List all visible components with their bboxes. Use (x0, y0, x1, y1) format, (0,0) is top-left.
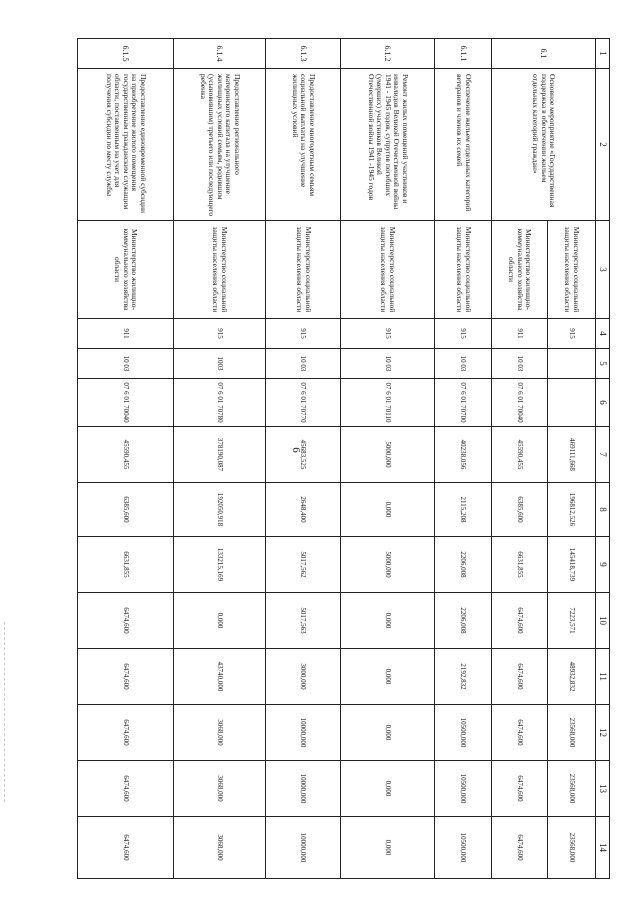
column-number-header: 3 (596, 221, 610, 319)
cell-c7: 378190,087 (174, 427, 266, 483)
row-number: 6.1 (492, 39, 596, 69)
ministry-name: Министерство социальной защиты населения области (266, 221, 341, 319)
cell-c6 (548, 379, 596, 427)
column-number-header: 7 (596, 427, 610, 483)
activity-name: Предоставление многодетным семьям социальной выплаты на улучшение жилищных условий (266, 69, 341, 221)
cell-c11: 43740,000 (174, 649, 266, 705)
cell-c6: 07 6 01 70040 (492, 379, 548, 427)
cell-c4: 915 (266, 319, 341, 349)
column-number-header: 5 (596, 349, 610, 379)
cell-c9: 145418,739 (548, 537, 596, 593)
cell-c7: 45683,525 (266, 427, 341, 483)
cell-c8: 2648,400 (266, 483, 341, 537)
program-budget-table (77, 38, 610, 879)
cell-c10: 0,000 (341, 593, 435, 649)
column-number-header: 11 (596, 649, 610, 705)
cell-c4: 915 (435, 319, 492, 349)
activity-name: Предоставление единовременной субсидии на приобретение жилого помещения государственным гражданским служащим области, поставленным на учет для получения субсидии по месту службы (78, 69, 174, 221)
cell-c5 (548, 349, 596, 379)
cell-c12: 10000,000 (266, 705, 341, 761)
cell-c7: 45590,455 (78, 427, 174, 483)
cell-c5: 1003 (174, 349, 266, 379)
column-number-header: 9 (596, 537, 610, 593)
cell-c7: 40238,056 (435, 427, 492, 483)
cell-c13: 10000,000 (266, 761, 341, 817)
cell-c4: 911 (78, 319, 174, 349)
cell-c4: 911 (492, 319, 548, 349)
cell-c11: 2192,832 (435, 649, 492, 705)
cell-c6: 07 6 01 70770 (266, 379, 341, 427)
column-number-header: 12 (596, 705, 610, 761)
cell-c10: 0,000 (174, 593, 266, 649)
cell-c10: 5017,563 (266, 593, 341, 649)
cell-c11: 48932,832 (548, 649, 596, 705)
cell-c6: 07 6 01 70700 (435, 379, 492, 427)
cell-c10: 2206,008 (435, 593, 492, 649)
cell-c8: 6385,600 (78, 483, 174, 537)
table-row (548, 39, 596, 879)
column-number-header: 4 (596, 319, 610, 349)
ministry-name: Министерство жилищно-коммунального хозяйства области (492, 221, 548, 319)
cell-c9: 2206,008 (435, 537, 492, 593)
row-number: 6.1.5 (78, 39, 174, 69)
cell-c9: 6631,855 (78, 537, 174, 593)
ministry-name: Министерство социальной защиты населения области (174, 221, 266, 319)
activity-name: Предоставление регионального материнского капитала на улучшение жилищных условий семьям, родившим (усыновившим) третьего или последующего ребенка (174, 69, 266, 221)
cell-c10: 6474,600 (78, 593, 174, 649)
cell-c9: 133215,169 (174, 537, 266, 593)
cell-c4: 915 (548, 319, 596, 349)
table-row (435, 39, 492, 879)
table-row (174, 39, 266, 879)
cell-c6: 07 6 01 70780 (174, 379, 266, 427)
row-number: 6.1.3 (266, 39, 341, 69)
row-number: 6.1.1 (435, 39, 492, 69)
cell-c12: 6474,600 (492, 705, 548, 761)
column-number-header: 1 (596, 39, 610, 69)
cell-c14: 23568,000 (548, 817, 596, 879)
activity-name: Обеспечение жильем отдельных категорий ветеранов и членов их семей (435, 69, 492, 221)
cell-c13: 6474,600 (78, 761, 174, 817)
cell-c11: 3000,000 (266, 649, 341, 705)
ministry-name: Министерство социальной защиты населения области (341, 221, 435, 319)
cell-c14: 3068,000 (174, 817, 266, 879)
cell-c8: 2115,208 (435, 483, 492, 537)
ministry-name: Министерство жилищно-коммунального хозяйства области (78, 221, 174, 319)
cell-c14: 10000,000 (266, 817, 341, 879)
cell-c7: 5000,000 (341, 427, 435, 483)
cell-c10: 7223,571 (548, 593, 596, 649)
cell-c11: 0,000 (341, 649, 435, 705)
column-number-header: 8 (596, 483, 610, 537)
cell-c6: 07 6 01 70040 (78, 379, 174, 427)
table-row (341, 39, 435, 879)
cell-c11: 6474,600 (492, 649, 548, 705)
column-number-header: 14 (596, 817, 610, 879)
cell-c7: 45590,455 (492, 427, 548, 483)
cell-c5: 10 03 (341, 349, 435, 379)
page-number: 6 (290, 447, 302, 453)
cell-c13: 23568,000 (548, 761, 596, 817)
cell-c13: 6474,600 (492, 761, 548, 817)
cell-c12: 3068,000 (174, 705, 266, 761)
cell-c14: 6474,600 (78, 817, 174, 879)
activity-name: Ремонт жилых помещений участников и инвалидов Великой Отечественной войны 1941 - 1945 годов, супругов погибших (умерших) участников Великой Отечественной войны 1941 -1945 годов (341, 69, 435, 221)
table-row (266, 39, 341, 879)
cell-c4: 915 (341, 319, 435, 349)
table-header-row (596, 39, 610, 879)
cell-c7: 469111,668 (548, 427, 596, 483)
cell-c13: 10500,000 (435, 761, 492, 817)
cell-c5: 10 03 (78, 349, 174, 379)
cell-c5: 10 03 (435, 349, 492, 379)
ministry-name: Министерство социальной защиты населения области (435, 221, 492, 319)
cell-c13: 3068,000 (174, 761, 266, 817)
cell-c12: 0,000 (341, 705, 435, 761)
cell-c10: 6474,600 (492, 593, 548, 649)
column-number-header: 2 (596, 69, 610, 221)
column-number-header: 6 (596, 379, 610, 427)
column-number-header: 13 (596, 761, 610, 817)
cell-c13: 0,000 (341, 761, 435, 817)
cell-c12: 6474,600 (78, 705, 174, 761)
cell-c8: 0,000 (341, 483, 435, 537)
cell-c14: 10500,000 (435, 817, 492, 879)
cell-c5: 10 03 (266, 349, 341, 379)
ministry-name: Министерство социальной защиты населения области (548, 221, 596, 319)
row-number: 6.1.2 (341, 39, 435, 69)
cell-c5: 10 03 (492, 349, 548, 379)
cell-c14: 0,000 (341, 817, 435, 879)
row-number: 6.1.4 (174, 39, 266, 69)
cell-c9: 5017,562 (266, 537, 341, 593)
cell-c8: 192050,918 (174, 483, 266, 537)
cell-c9: 5000,000 (341, 537, 435, 593)
cell-c6: 07 6 01 70110 (341, 379, 435, 427)
cell-c4: 915 (174, 319, 266, 349)
cell-c8: 196812,526 (548, 483, 596, 537)
cell-c9: 6631,855 (492, 537, 548, 593)
cell-c12: 23568,000 (548, 705, 596, 761)
activity-name: Основное мероприятие «Государственная поддержка в обеспечении жильем отдельных категорий граждан» (492, 69, 596, 221)
table-row (78, 39, 174, 879)
cell-c12: 10500,000 (435, 705, 492, 761)
cell-c11: 6474,600 (78, 649, 174, 705)
cell-c14: 6474,600 (492, 817, 548, 879)
column-number-header: 10 (596, 593, 610, 649)
cell-c8: 6385,600 (492, 483, 548, 537)
